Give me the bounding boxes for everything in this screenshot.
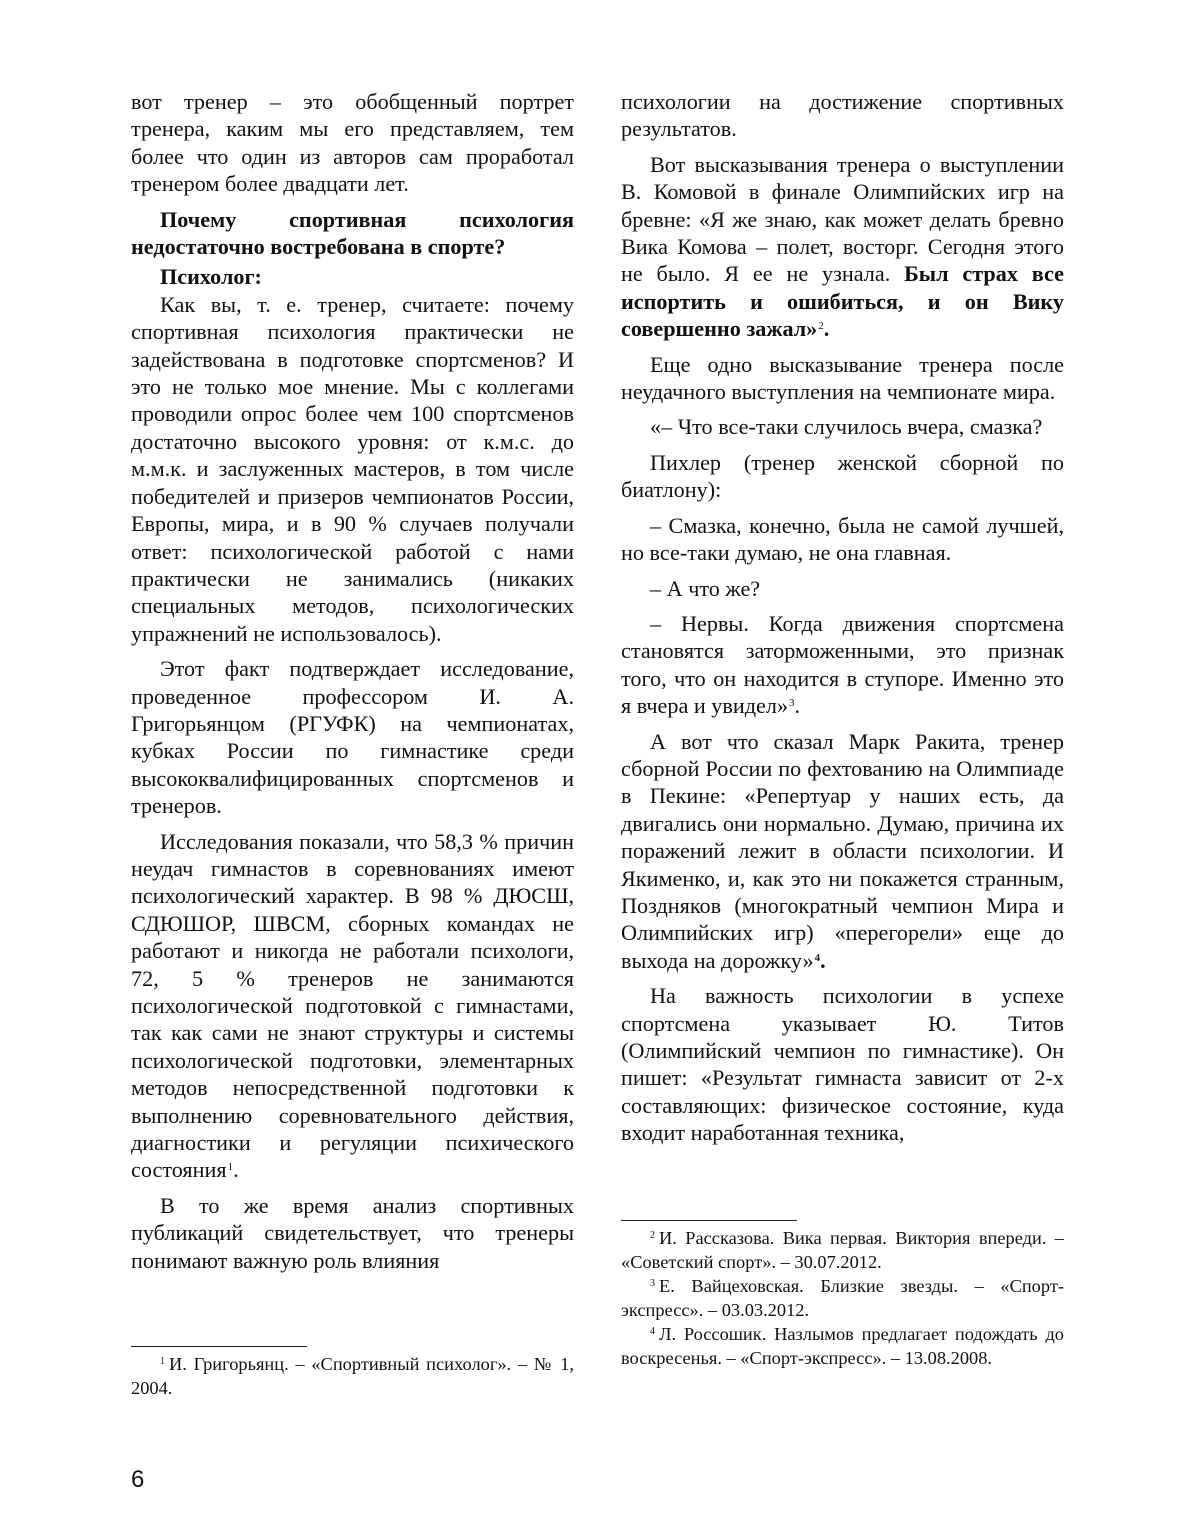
- footnote-number: 4: [650, 1326, 655, 1337]
- footnote-text: И. Рассказова. Вика первая. Виктория впереди. – «Советский спорт». – 30.07.2012.: [621, 1228, 1064, 1272]
- footnote-number: 2: [650, 1230, 655, 1241]
- paragraph: вот тренер – это обобщенный портрет тренера, каким мы его представляем, тем более что один из авторов сам проработал тренером более двадцати лет.: [131, 89, 574, 197]
- footnotes-left: [131, 1352, 574, 1400]
- footnote: [621, 1226, 1064, 1274]
- footnote-ref: 2: [818, 320, 824, 333]
- footnote: [131, 1352, 574, 1400]
- paragraph: Пихлер (тренер женской сборной по биатлону):: [621, 449, 1064, 503]
- paragraph: [621, 610, 1064, 720]
- paragraph: На важность психологии в успехе спортсмена указывает Ю. Титов (Олимпийский чемпион по гимнастике). Он пишет: «Результат гимнаста зависит от 2-х составляющих: физическое состояние, куда входит наработанная техника,: [621, 983, 1064, 1146]
- footnotes-right: [621, 1226, 1064, 1370]
- footnote-number: 3: [650, 1278, 655, 1289]
- left-column: [131, 88, 574, 1274]
- period: .: [820, 947, 826, 973]
- paragraph: Еще одно высказывание тренера после неудачного выступления на чемпионате мира.: [621, 351, 1064, 405]
- footnote-ref: 3: [789, 697, 795, 710]
- paragraph: Исследования показали, что 58,3 % причин неудач гимнастов в соревнованиях имеют психологический характер. В 98 % ДЮСШ, СДЮШОР, ШВСМ, сборных командах не работают и никогда не работали психологи, 72, 5 % тренеров не занимаются психологической подготовкой с гимнастами, так как сами не знают структуры и системы психологической подготовки, элементарных методов непосредственной подготовки к выполнению соревновательного действия, диагностики и регуляции психического состояния$^1$.: [131, 828, 574, 1183]
- paragraph-text: Вот высказывания тренера о выступлении В. Комовой в финале Олимпийских игр на бревне: «Я же знаю, как может делать бревно Вика Комова – полет, восторг. Сегодня этого не было. Я ее не узнала.: [621, 151, 1064, 287]
- footnote: [621, 1322, 1064, 1370]
- paragraph: Этот факт подтверждает исследование, проведенное профессором И. А. Григорьянцом (РГУФК) на чемпионатах, кубках России по гимнастике среди высококвалифицированных спортсменов и тренеров.: [131, 656, 574, 819]
- footnote-text: Л. Россошик. Назлымов предлагает подождать до воскресенья. – «Спорт-экспресс». – 13.08.2008.: [621, 1324, 1064, 1368]
- period: .: [823, 316, 830, 342]
- paragraph-text: – Нервы. Когда движения спортсмена становятся заторможенными, это признак того, что он находится в ступоре. Именно это я вчера и увидел»: [621, 610, 1064, 719]
- footnote-ref: 1: [227, 1161, 234, 1174]
- paragraph: Как вы, т. е. тренер, считаете: почему спортивная психология практически не задействована в подготовке спортсменов? И это не только мое мнение. Мы с коллегами проводили опрос более чем 100 спортсменов достаточно высокого уровня: от к.м.с. до м.м.к. и заслуженных мастеров, в том числе победителей и призеров чемпионатов России, Европы, мира, и в 90 % случаев получали ответ: психологической работой с нами практически не занимались (никаких специальных методов, психологических упражнений не использовалось).: [131, 291, 574, 646]
- footnote-divider: [621, 1220, 797, 1221]
- paragraph: – А что же?: [650, 575, 761, 601]
- right-column: [621, 88, 1064, 1147]
- paragraph-text: Исследования показали, что 58,3 % причин неудач гимнастов в соревнованиях имеют психологический характер. В 98 % ДЮСШ, СДЮШОР, ШВСМ, сборных командах не работают и никогда не работали психологи, 72, 5 % тренеров не занимаются психологической подготовкой с гимнастами, так как сами не знают структуры и системы психологической подготовки, элементарных методов непосредственной подготовки к выполнению соревновательного действия, диагностики и регуляции психического состояния: [131, 828, 574, 1183]
- paragraph: психологии на достижение спортивных результатов.: [621, 89, 1064, 142]
- footnote-divider: [131, 1346, 307, 1347]
- speaker-label: Психолог:: [160, 264, 262, 290]
- bold-quote: Был страх все испортить и ошибиться, и он Вику совершенно зажал»: [621, 261, 1065, 342]
- footnote-number: 1: [160, 1356, 165, 1367]
- period: .: [794, 693, 801, 719]
- paragraph: В то же время анализ спортивных публикаций свидетельствует, что тренеры понимают важную роль влияния: [131, 1192, 574, 1273]
- footnote: [621, 1274, 1064, 1322]
- paragraph: [621, 151, 1064, 343]
- paragraph-text: А вот что сказал Марк Ракита, тренер сборной России по фехтованию на Олимпиаде в Пекине: «Репертуар у наших есть, да двигались они нормально. Думаю, причина их поражений лежит в области психологии. И Якименко, и, как это ни покажется странным, Поздняков (многократный чемпион Мира и Олимпийских игр) «перегорели» еще до выхода на дорожку»: [621, 728, 1064, 973]
- section-heading: Почему спортивная психология недостаточно востребована в спорте?: [131, 206, 574, 260]
- paragraph: «– Что все-таки случилось вчера, смазка?: [650, 414, 1043, 440]
- footnote-ref: 4: [814, 951, 821, 964]
- footnote-text: Е. Вайцеховская. Близкие звезды. – «Спорт-экспресс». – 03.03.2012.: [621, 1276, 1064, 1320]
- paragraph: [621, 728, 1064, 975]
- footnote-text: И. Григорьянц. – «Спортивный психолог». – № 1, 2004.: [131, 1354, 574, 1398]
- page-number: 6: [131, 1466, 145, 1493]
- paragraph: – Смазка, конечно, была не самой лучшей, но все-таки думаю, не она главная.: [621, 512, 1064, 566]
